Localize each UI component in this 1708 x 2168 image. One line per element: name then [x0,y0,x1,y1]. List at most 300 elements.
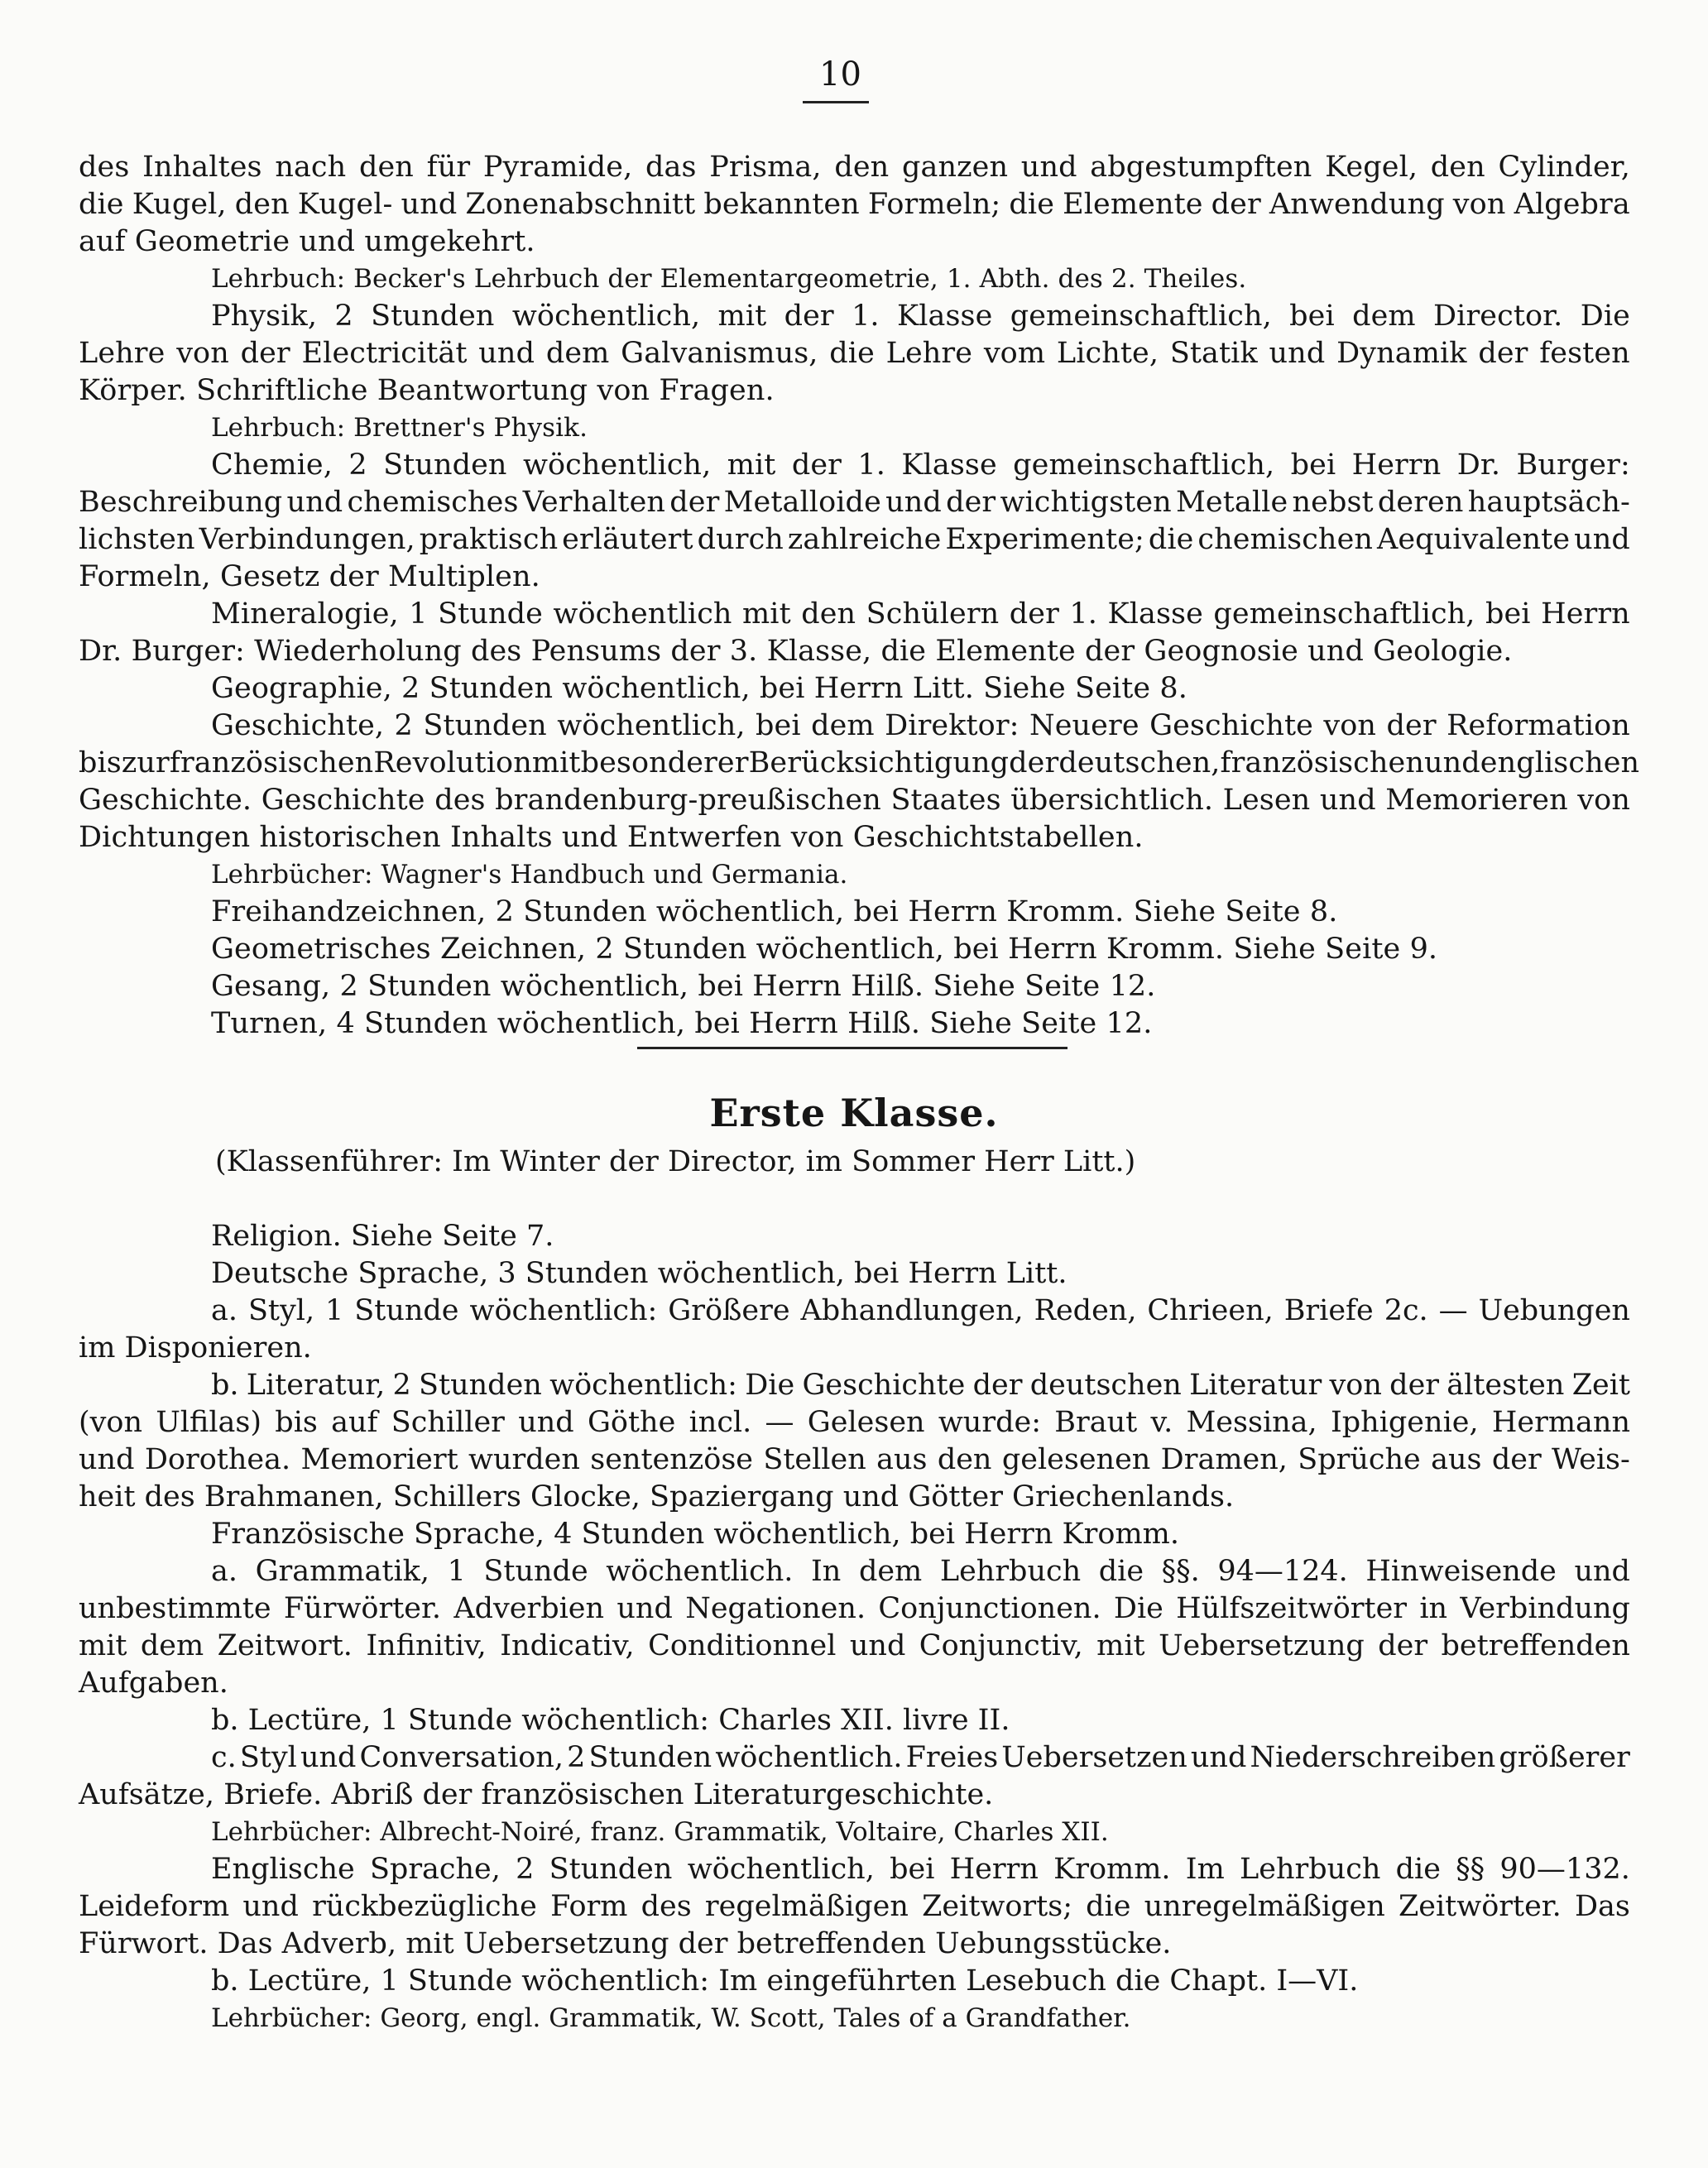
word: Englische [211,1853,355,1886]
text-line: Lehrbuch: Becker's Lehrbuch der Elementargeometrie, 1. Abth. des 2. Theiles. [211,264,1247,294]
section-divider [637,1047,1068,1049]
word: Uebersetzung [1159,1629,1365,1662]
word: bei [1485,597,1531,631]
word: Prisma, [709,151,822,184]
text-line: Dr. Burger: Wiederholung des Pensums der 3. Klasse, die Elemente der Geognosie und Geologie. [79,635,1513,668]
text-line: Geographie, 2 Stunden wöchentlich, bei Herrn Litt. Siehe Seite 8. [211,672,1187,705]
word: 2c. [1384,1294,1428,1327]
word: deutschen [1029,1369,1182,1402]
word: Die [745,1369,795,1402]
word: — [765,1406,794,1439]
word: der [1211,188,1261,221]
word: Berücksichtigung [748,746,1010,779]
word: die [79,188,124,221]
text-line: Französische Sprache, 4 Stunden wöchentlich, bei Herrn Kromm. [211,1518,1179,1551]
text-line: Aufsätze, Briefe. Abriß der französischen Literaturgeschichte. [79,1778,994,1811]
word: die [1086,1890,1131,1923]
word: besonderer [580,746,749,779]
text-line [79,1888,1630,1926]
word: bekannten [703,188,860,221]
word: Ulfilas) [156,1406,262,1439]
word: praktisch [419,523,559,556]
word: aus [1431,1443,1482,1476]
word: wöchentlich, [511,300,701,333]
page-number-rule [803,101,869,103]
word: von [1577,784,1630,817]
word: Uebungen [1478,1294,1630,1327]
word: Direktor: [885,709,1020,742]
word: Dynamik [1336,337,1467,370]
text-line [79,1851,1630,1888]
word: 1. [857,448,885,482]
word: französischen [1220,746,1424,779]
word: Statik [1169,337,1258,370]
word: wöchentlich, [522,448,712,482]
word: wurden [468,1443,580,1476]
word: der [1491,1443,1542,1476]
word: Aequivalente [1376,523,1571,556]
word: unregelmäßigen [1144,1890,1385,1923]
word: Galvanismus, [621,337,818,370]
word: wöchentlich: [549,1369,737,1402]
word: von [176,337,229,370]
word: wöchentlich. [606,1555,794,1588]
text-line: Formeln, Gesetz der Multiplen. [79,560,540,593]
word: Lehre [885,337,973,370]
word: deutschen, [1058,746,1221,779]
text-line [79,1404,1630,1441]
word: incl. [688,1406,752,1439]
text-line [79,1441,1630,1479]
word: Metalle [1176,486,1288,519]
word: von [1323,709,1377,742]
word: Chrieen, [1147,1294,1274,1327]
word: Klasse [901,448,997,482]
word: Literatur, [246,1369,386,1402]
word: durch [697,523,784,556]
word: den [801,597,856,631]
word: Kugel- [297,188,393,221]
word: unbestimmte [79,1592,271,1625]
word: Herrn [949,1853,1039,1886]
word: der [791,448,842,482]
word: Stunde [354,1294,459,1327]
word: 1 [325,1294,344,1327]
text-line: Körper. Schriftliche Beantwortung von Fragen. [79,374,775,407]
word: abgestumpften [1090,151,1312,184]
word: Conversation, [359,1741,564,1774]
word: der [1009,597,1059,631]
word: ältesten [1447,1369,1565,1402]
word: ganzen [901,151,1009,184]
text-line [79,186,1630,223]
word: Elemente [1063,188,1203,221]
word: Geschichte [802,1369,966,1402]
text-line: Aufgaben. [79,1667,228,1700]
word: Chemie, [211,448,333,482]
word: mit [531,746,581,779]
word: und [617,1592,673,1625]
word: Formeln; [867,188,1001,221]
word: Zonenabschnitt [465,188,696,221]
word: Gelesen [807,1406,925,1439]
word: Niederschreiben [1250,1741,1496,1774]
word: die [1148,523,1194,556]
word: der [669,486,720,519]
word: Physik, [211,300,318,333]
word: Herrn [1351,448,1442,482]
word: Leideform [79,1890,230,1923]
word: brandenburg-preußischen [495,784,881,817]
word: Verbindung [1460,1592,1630,1625]
word: Staates [890,784,1001,817]
word: Indicativ, [500,1629,635,1662]
word: zahlreiche [787,523,942,556]
word: des [434,784,486,817]
text-line: Fürwort. Das Adverb, mit Uebersetzung der betreffenden Uebungsstücke. [79,1927,1172,1960]
word: die [829,337,875,370]
word: Lesen [1222,784,1311,817]
text-line [79,335,1630,372]
word: und [401,188,458,221]
word: nach [275,151,347,184]
word: Geschichte, [211,709,385,742]
word: Lehre [79,337,166,370]
word: Geschichte. [79,784,252,817]
word: Burger: [1516,448,1630,482]
text-line: (Klassenführer: Im Winter der Director, im Sommer Herr Litt.) [215,1145,1136,1178]
word: chemischen [1197,523,1374,556]
word: 2 [567,1741,586,1774]
word: Stellen [763,1443,866,1476]
word: Mineralogie, [211,597,399,631]
word: Geschichte [1149,709,1313,742]
word: erläutert [562,523,693,556]
word: für [426,151,471,184]
word: und [1574,523,1630,556]
word: Geschichte [261,784,425,817]
word: Freies [905,1741,999,1774]
word: Grammatik, [255,1555,429,1588]
word: wichtigsten [1000,486,1172,519]
word: — [1438,1294,1468,1327]
word: der [1389,1369,1440,1402]
word: Revolution [373,746,532,779]
word: Schiller [391,1406,505,1439]
word: Experimente; [945,523,1144,556]
word: Stunden [549,1853,673,1886]
word: Conjunctiv, [919,1629,1083,1662]
word: Kugel, [132,188,227,221]
word: Form [550,1890,628,1923]
word: und [885,486,942,519]
word: Iphigenie, [1330,1406,1479,1439]
word: Verbindungen, [199,523,415,556]
word: gemeinschaftlich, [1010,300,1272,333]
text-line [79,298,1630,335]
word: regelmäßigen [704,1890,909,1923]
word: Im [1185,1853,1225,1886]
word: Sprüche [1298,1443,1421,1476]
text-line [79,596,1630,633]
word: Sprache, [369,1853,501,1886]
word: 1. [852,300,880,333]
word: wurde: [938,1406,1041,1439]
word: übersichtlich. [1010,784,1214,817]
word: in [1419,1592,1448,1625]
word: 1. [1069,597,1098,631]
text-line: Gesang, 2 Stunden wöchentlich, bei Herrn Hilß. Siehe Seite 12. [211,970,1156,1003]
word: bei [1290,448,1336,482]
word: den [937,1443,992,1476]
word: wöchentlich, [557,709,746,742]
word: zur [121,746,170,779]
word: aus [876,1443,928,1476]
word: Hinweisende [1365,1555,1557,1588]
text-line: Religion. Siehe Seite 7. [211,1220,554,1253]
word: Literatur [1189,1369,1322,1402]
word: mit [1096,1629,1145,1662]
word: Neuere [1029,709,1139,742]
word: Algebra [1514,188,1630,221]
word: Stunden [423,709,547,742]
word: 94—124. [1217,1555,1348,1588]
word: Conditionnel [648,1629,837,1662]
text-line [79,745,1640,782]
word: bei [756,709,801,742]
word: der [946,486,996,519]
word: wöchentlich, [687,1853,875,1886]
word: die [1098,1555,1144,1588]
word: wöchentlich. [715,1741,903,1774]
word: von [1329,1369,1382,1402]
word: Stunden [383,448,507,482]
word: und [79,1443,135,1476]
text-line: Lehrbuch: Brettner's Physik. [211,413,588,443]
word: Größere [668,1294,790,1327]
word: Director. [1433,300,1563,333]
word: vom [983,337,1046,370]
word: Stunde [438,597,543,631]
word: Dorothea. [144,1443,291,1476]
word: Stunden [371,300,495,333]
text-line: auf Geometrie und umgekehrt. [79,225,535,258]
text-block-upper [79,149,1640,1043]
word: Dr. [1456,448,1501,482]
word: bei [890,1853,935,1886]
word: des [640,1890,692,1923]
word: Braut [1054,1406,1138,1439]
text-line: Lehrbücher: Wagner's Handbuch und Germania. [211,860,848,890]
word: a. [211,1555,237,1588]
word: Uebersetzen [1001,1741,1187,1774]
text-line: Lehrbücher: Georg, engl. Grammatik, W. Scott, Tales of a Grandfather. [211,2003,1131,2033]
word: Hülfszeitwörter [1176,1592,1408,1625]
word: Die [1113,1592,1163,1625]
word: und [1423,746,1480,779]
word: Stunden [419,1369,542,1402]
word: Lichte, [1056,337,1159,370]
word: dem [811,709,875,742]
word: Klasse [896,300,993,333]
word: die [1395,1853,1441,1886]
text-line: Lehrbücher: Albrecht-Noiré, franz. Grammatik, Voltaire, Charles XII. [211,1817,1109,1847]
text-block-lower [79,1144,1630,2037]
word: mit [742,597,791,631]
text-line [79,447,1630,484]
text-line: Deutsche Sprache, 3 Stunden wöchentlich, bei Herrn Litt. [211,1257,1068,1290]
word: Abhandlungen, [800,1294,1024,1327]
page-number: 10 [819,55,861,94]
word: der [1478,337,1528,370]
text-line [79,521,1630,559]
word: 2 [392,1369,411,1402]
word: und [1574,1555,1630,1588]
word: Schülern [866,597,1000,631]
text-line [79,1590,1630,1628]
word: 1 [447,1555,466,1588]
word: englischen [1480,746,1640,779]
word: gemeinschaftlich, [1213,597,1475,631]
word: a. [211,1294,237,1327]
text-line [79,1367,1630,1404]
text-line [79,707,1630,745]
word: der [972,1369,1023,1402]
word: und [1269,337,1326,370]
word: Weis- [1552,1443,1630,1476]
word: hauptsäch- [1467,486,1630,519]
word: v. [1150,1406,1173,1439]
word: Metalloide [723,486,881,519]
word: Dramen, [1160,1443,1288,1476]
word: Kromm. [1053,1853,1171,1886]
text-line: b. Lectüre, 1 Stunde wöchentlich: Charles XII. livre II. [211,1704,1010,1737]
word: Briefe [1283,1294,1374,1327]
word: Stunden [588,1741,712,1774]
word: Herrn [1541,597,1630,631]
word: Zeitworts; [922,1890,1072,1923]
word: dem [858,1555,923,1588]
word: Zeitwort. [217,1629,353,1662]
word: wöchentlich: [469,1294,658,1327]
word: betreffenden [1441,1629,1630,1662]
word: das [645,151,697,184]
word: b. [211,1369,239,1402]
text-line: Turnen, 4 Stunden wöchentlich, bei Herrn Hilß. Siehe Seite 12. [211,1007,1153,1040]
text-line [79,1553,1630,1590]
text-line [79,1181,1630,1218]
word: mit [79,1629,127,1662]
word: und [478,337,535,370]
text-line: Freihandzeichnen, 2 Stunden wöchentlich, bei Herrn Kromm. Siehe Seite 8. [211,895,1338,928]
word: bis [275,1406,318,1439]
word: c. [211,1741,237,1774]
word: Anwendung [1269,188,1445,221]
word: der [1386,709,1437,742]
word: auf [331,1406,378,1439]
word: größerer [1499,1741,1630,1774]
word: französischen [169,746,374,779]
word: Hermann [1491,1406,1630,1439]
word: Klasse [1107,597,1203,631]
word: Reformation [1447,709,1630,742]
word: Memoriert [300,1443,458,1476]
word: chemisches [347,486,519,519]
text-line [79,1628,1630,1665]
word: bis [79,746,122,779]
word: mit [717,300,767,333]
word: den [358,151,414,184]
word: mit [727,448,776,482]
word: der [784,300,834,333]
word: Adverbien [453,1592,605,1625]
word: Zeit [1571,1369,1630,1402]
word: Fürwörter. [283,1592,441,1625]
word: §§ [1456,1853,1485,1886]
word: rückbezügliche [312,1890,537,1923]
word: Messina, [1186,1406,1317,1439]
word: und [1020,151,1077,184]
word: der [1378,1629,1428,1662]
word: §§. [1161,1555,1200,1588]
word: (von [79,1406,143,1439]
word: Stunde [483,1555,588,1588]
word: Electricität [301,337,468,370]
word: und [1190,1741,1247,1774]
text-line [79,484,1630,521]
word: Pyramide, [482,151,633,184]
word: Zeitwörter. [1398,1890,1562,1923]
word: dem [1352,300,1416,333]
word: bei [1289,300,1335,333]
text-line: heit des Brahmanen, Schillers Glocke, Spaziergang und Götter Griechenlands. [79,1480,1235,1513]
word: und [300,1741,357,1774]
word: 90—132. [1499,1853,1630,1886]
word: sentenzöse [590,1443,753,1476]
word: Cylinder, [1498,151,1630,184]
word: festen [1539,337,1630,370]
text-line: Geometrisches Zeichnen, 2 Stunden wöchentlich, bei Herrn Kromm. Siehe Seite 9. [211,933,1438,966]
word: Verhalten [522,486,666,519]
word: Lehrbuch [939,1555,1082,1588]
word: und [1319,784,1376,817]
word: der [240,337,290,370]
word: dem [545,337,610,370]
word: Beschreibung [79,486,283,519]
text-line: b. Lectüre, 1 Stunde wöchentlich: Im eingeführten Lesebuch die Chapt. I—VI. [211,1964,1359,1998]
word: den [1430,151,1485,184]
word: und [242,1890,299,1923]
word: und [286,486,343,519]
word: deren [1377,486,1464,519]
word: Göthe [587,1406,676,1439]
word: wöchentlich [553,597,732,631]
text-line [79,149,1630,186]
word: und [849,1629,906,1662]
word: Negationen. [685,1592,866,1625]
word: gelesenen [1001,1443,1151,1476]
text-line [79,1739,1630,1777]
word: 1 [409,597,428,631]
word: den [834,151,890,184]
word: Reden, [1034,1294,1137,1327]
word: 2 [348,448,367,482]
section-heading: Erste Klasse. [709,1091,999,1135]
word: des [79,151,130,184]
text-line: Dichtungen historischen Inhalts und Entwerfen von Geschichtstabellen. [79,821,1144,854]
word: nebst [1292,486,1374,519]
word: gemeinschaftlich, [1013,448,1275,482]
